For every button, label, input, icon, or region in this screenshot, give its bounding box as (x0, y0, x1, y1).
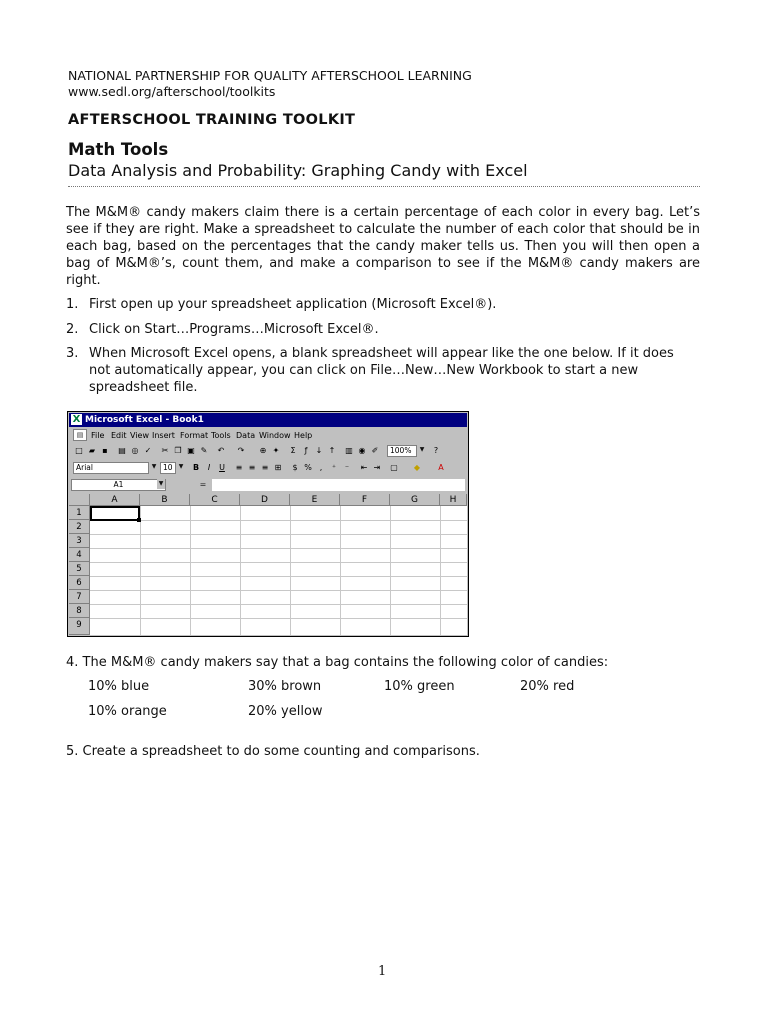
column-header: E (290, 494, 340, 506)
row-header: 2 (69, 520, 90, 534)
spelling-icon: ✓ (144, 446, 152, 455)
grid-line (440, 506, 441, 635)
step-number: 3. (66, 346, 79, 361)
font-name-box: Arial (73, 462, 149, 474)
percent-icon: % (304, 463, 312, 472)
row-header: 4 (69, 548, 90, 562)
formula-equals: = (199, 480, 207, 489)
grid-line (90, 520, 467, 521)
menu-window: Window (259, 431, 291, 440)
map-icon: ◉ (358, 446, 366, 455)
autosum-icon: Σ (290, 446, 296, 455)
grid-line (90, 534, 467, 535)
size-dropdown-icon: ▼ (178, 463, 184, 470)
column-header: C (190, 494, 240, 506)
hyperlink-icon: ⊕ (259, 446, 267, 455)
bold-icon: B (192, 463, 200, 472)
excel-window-title: Microsoft Excel - Book1 (85, 415, 204, 425)
column-header: G (390, 494, 440, 506)
color-orange: 10% orange (88, 704, 167, 719)
underline-icon: U (219, 463, 225, 472)
paste-icon: ▣ (187, 446, 195, 455)
currency-icon: $ (292, 463, 298, 472)
fill-handle (137, 518, 141, 522)
decrease-decimal-icon: ⁻ (344, 463, 350, 472)
step-4-text: 4. The M&M® candy makers say that a bag contains the following color of candies: (66, 655, 609, 670)
formula-input (212, 479, 465, 491)
increase-indent-icon: ⇥ (373, 463, 381, 472)
font-dropdown-icon: ▼ (151, 463, 157, 470)
lesson-subtitle: Data Analysis and Probability: Graphing Candy with Excel (68, 161, 528, 180)
borders-icon: ▢ (390, 463, 398, 472)
undo-icon: ↶ (217, 446, 225, 455)
workbook-icon: ▤ (73, 429, 87, 441)
excel-menubar (69, 428, 467, 443)
grid-line (140, 506, 141, 635)
grid-line (290, 506, 291, 635)
grid-line (90, 548, 467, 549)
sort-asc-icon: ↓ (315, 446, 323, 455)
decrease-indent-icon: ⇤ (360, 463, 368, 472)
excel-app-icon: X (72, 414, 81, 425)
menu-insert: Insert (152, 431, 175, 440)
redo-icon: ↷ (237, 446, 245, 455)
excel-screenshot (67, 411, 469, 637)
column-header: A (90, 494, 140, 506)
column-header: F (340, 494, 390, 506)
row-header: 3 (69, 534, 90, 548)
drawing-icon: ✐ (371, 446, 379, 455)
row-header: 7 (69, 590, 90, 604)
worksheet-grid (69, 494, 467, 635)
preview-icon: ◎ (131, 446, 139, 455)
row-header: 8 (69, 604, 90, 618)
website-url: www.sedl.org/afterschool/toolkits (68, 84, 276, 99)
color-green: 10% green (384, 679, 455, 694)
merge-center-icon: ⊞ (274, 463, 282, 472)
org-name: NATIONAL PARTNERSHIP FOR QUALITY AFTERSCHOOL LEARNING (68, 68, 472, 83)
color-brown: 30% brown (248, 679, 322, 694)
column-header: D (240, 494, 290, 506)
grid-line (90, 562, 467, 563)
grid-line (390, 506, 391, 635)
step-number: 1. (66, 297, 79, 312)
active-cell (90, 506, 140, 521)
step-5-text: 5. Create a spreadsheet to do some counting and comparisons. (66, 744, 480, 759)
step-text: Click on Start…Programs…Microsoft Excel®. (89, 322, 379, 337)
subject-title: Math Tools (68, 140, 169, 159)
save-icon: ▪ (102, 446, 108, 455)
italic-icon: I (207, 463, 211, 472)
column-header: B (140, 494, 190, 506)
align-right-icon: ≡ (261, 463, 269, 472)
grid-line (240, 506, 241, 635)
align-center-icon: ≡ (248, 463, 256, 472)
comma-icon: , (319, 463, 323, 472)
align-left-icon: ≡ (235, 463, 243, 472)
step-text: When Microsoft Excel opens, a blank spreadsheet will appear like the one below. If it does not automatically appear, you can click on File…New…New Workbook to start a new spreadsheet file. (89, 346, 674, 395)
menu-format: Format (180, 431, 209, 440)
increase-decimal-icon: ⁺ (331, 463, 337, 472)
formatting-toolbar (69, 461, 467, 476)
formula-bar (69, 478, 467, 492)
intro-paragraph: The M&M® candy makers claim there is a certain percentage of each color in every bag. Let’s see if they are right. Make a spreadsheet to calculate the number of each color that should be in each bag, based on the percentages that the candy maker tells us. Then you will then open a bag of M&M®’s, count them, and make a comparison to see if the M&M® candy makers are right. (66, 205, 700, 288)
fill-color-icon: ◆ (413, 463, 421, 472)
color-red: 20% red (520, 679, 575, 694)
column-header: H (440, 494, 467, 506)
menu-tools: Tools (211, 431, 231, 440)
zoom-box: 100% (387, 445, 417, 457)
sort-desc-icon: ↑ (328, 446, 336, 455)
font-color-icon: A (438, 463, 444, 472)
grid-line (90, 618, 467, 619)
menu-file: File (91, 431, 105, 440)
excel-titlebar (69, 413, 467, 427)
color-blue: 10% blue (88, 679, 150, 694)
grid-line (190, 506, 191, 635)
open-icon: ▰ (88, 446, 96, 455)
new-icon: □ (75, 446, 83, 455)
step-text: First open up your spreadsheet application (Microsoft Excel®). (89, 297, 497, 312)
grid-line (90, 604, 467, 605)
cut-icon: ✂ (161, 446, 169, 455)
menu-data: Data (236, 431, 256, 440)
row-header: 6 (69, 576, 90, 590)
toolkit-title: AFTERSCHOOL TRAINING TOOLKIT (68, 112, 356, 128)
row-header: 9 (69, 618, 90, 635)
web-icon: ✦ (272, 446, 280, 455)
name-dropdown-icon: ▼ (158, 480, 164, 487)
standard-toolbar (69, 444, 467, 459)
color-yellow: 20% yellow (248, 704, 323, 719)
menu-edit: Edit (111, 431, 127, 440)
copy-icon: ❐ (174, 446, 182, 455)
name-box: A1 (71, 479, 166, 491)
chart-wizard-icon: ▥ (345, 446, 353, 455)
grid-line (90, 576, 467, 577)
corner-cell (69, 494, 90, 506)
print-icon: ▤ (118, 446, 126, 455)
help-icon: ? (433, 446, 439, 455)
format-painter-icon: ✎ (200, 446, 208, 455)
row-header: 1 (69, 506, 90, 520)
page-number: 1 (378, 964, 387, 979)
step-number: 2. (66, 322, 79, 337)
menu-view: View (130, 431, 149, 440)
menu-help: Help (294, 431, 313, 440)
zoom-dropdown-icon: ▼ (419, 446, 425, 453)
grid-line (90, 590, 467, 591)
dotted-divider (68, 186, 700, 187)
font-size-box: 10 (160, 462, 176, 474)
function-icon: ƒ (304, 446, 308, 455)
row-header: 5 (69, 562, 90, 576)
grid-line (340, 506, 341, 635)
